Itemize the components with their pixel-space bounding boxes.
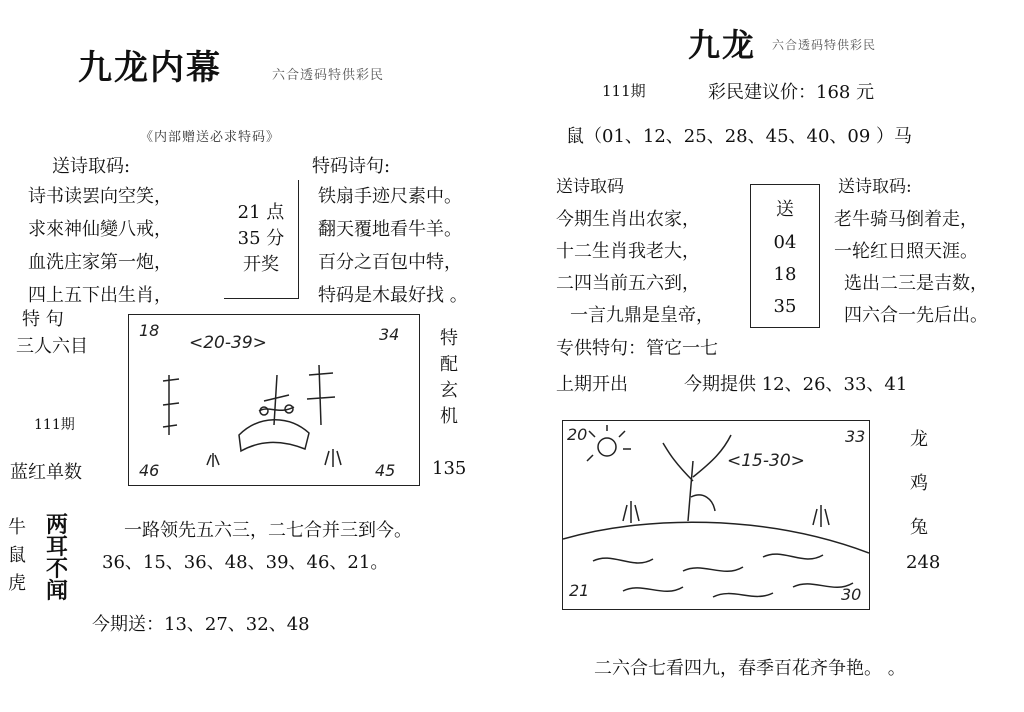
ear-chars [46,514,68,602]
send-box-line: 35 [773,296,797,318]
left-drawing-sketch [129,315,419,485]
corner-tl: 20 [567,425,588,444]
poem-line: 求來神仙變八戒， [28,219,172,240]
left-poem-lines [28,180,172,312]
poem-line: 老牛骑马倒着走， [834,209,978,230]
corner-tr: 33 [845,427,866,446]
send-box-line: 04 [773,231,797,253]
side-char: 龙 [910,429,928,450]
poem-line: 选出二三是吉数， [844,273,988,294]
drawing-range: <20-39> [189,333,267,353]
right-issue: 111期 [602,82,646,100]
tejiu-label: 特 句 [22,309,64,330]
send-box-line: 送 [776,198,794,220]
ear-char: 耳 [46,534,69,560]
numbers-line: 36、15、36、48、39、46、21。 [102,552,389,573]
side-char: 兔 [910,517,928,538]
send-line: 今期送：13、27、32、48 [92,614,310,635]
corner-tl: 18 [139,321,160,340]
left-inner-note: 《内部赠送必求特码》 [140,130,281,145]
poem-line: 一轮红日照天涯。 [834,241,978,262]
right-title: 九龙 [688,26,757,64]
left-title: 九龙内幕 [78,48,222,88]
left-side-number: 135 [432,458,467,479]
poem-line: 特码是木最好找 。 [318,285,468,306]
tejiu-text: 三人六目 [16,336,88,357]
right-drawing-sketch [563,421,869,609]
poem-line: 四六合一先后出。 [844,305,988,326]
corner-tr: 34 [379,325,400,344]
time-box-line: 21 点 [237,202,285,223]
corner-bl: 46 [139,461,160,480]
ear-char: 闻 [46,578,69,604]
time-box-line: 35 分 [237,228,285,249]
time-box-line: 开奖 [243,254,279,275]
poem-line: 翻天覆地看牛羊。 [318,219,462,240]
left-drawing [128,314,420,486]
left-issue: 111期 [34,417,75,433]
right-subtitle: 六合透码特供彩民 [772,38,877,52]
shu-line: 鼠（01、12、25、28、45、40、09 ）马 [566,126,913,147]
right-poem-right-header: 送诗取码: [838,177,912,197]
poem-line: 血洗庄家第一炮， [28,252,172,273]
poem-line: 诗书读罢向空笑， [28,186,172,207]
poem-line: 铁扇手迹尺素中。 [318,186,462,207]
side-label [440,326,458,430]
poem-line: 今期生肖出农家， [556,209,700,230]
right-footer: 二六合七看四九，春季百花齐争艳。 。 [594,658,906,679]
poem-line: 十二生肖我老大， [556,241,700,262]
left-poem-right-lines [318,180,468,312]
side-char: 配 [440,354,458,375]
lanhong-label: 蓝红单数 [10,462,82,483]
poem-line: 一言九鼎是皇帝， [570,305,714,326]
corner-br: 30 [841,585,862,604]
side-char: 特 [440,328,458,349]
right-side-number: 248 [906,552,941,573]
send-box [750,184,820,328]
side-char: 玄 [440,380,458,401]
right-poem-right-lines [834,204,988,332]
right-poem-header: 送诗取码 [556,177,624,197]
ear-char: 两 [46,512,69,538]
side-char: 鸡 [910,473,928,494]
poem-line: 百分之百包中特， [318,252,462,273]
time-box [224,180,299,299]
corner-bl: 21 [569,581,590,600]
corner-br: 45 [375,461,396,480]
animals [8,514,26,598]
left-poem-right-header: 特码诗句: [312,156,391,177]
ear-char: 不 [46,556,69,582]
drawing-range: <15-30> [727,451,805,471]
line-lead: 一路领先五六三，二七合并三到今。 [124,520,412,541]
send-box-line: 18 [773,264,797,286]
right-side-chars [910,418,928,550]
animal-char: 虎 [8,573,26,594]
zhuangong-line: 专供特句：管它一七 [556,338,718,359]
right-poem-lines [556,204,714,332]
poem-line: 二四当前五六到， [556,273,700,294]
left-poem-header: 送诗取码: [52,156,131,177]
poem-line: 四上五下出生肖， [28,285,172,306]
right-price: 彩民建议价：168 元 [708,82,875,103]
animal-char: 牛 [8,517,26,538]
side-char: 机 [440,406,458,427]
right-drawing [562,420,870,610]
left-subtitle: 六合透码特供彩民 [272,68,385,83]
last-period: 上期开出 [556,374,628,395]
this-period: 今期提供 12、26、33、41 [684,374,908,395]
animal-char: 鼠 [8,545,26,566]
